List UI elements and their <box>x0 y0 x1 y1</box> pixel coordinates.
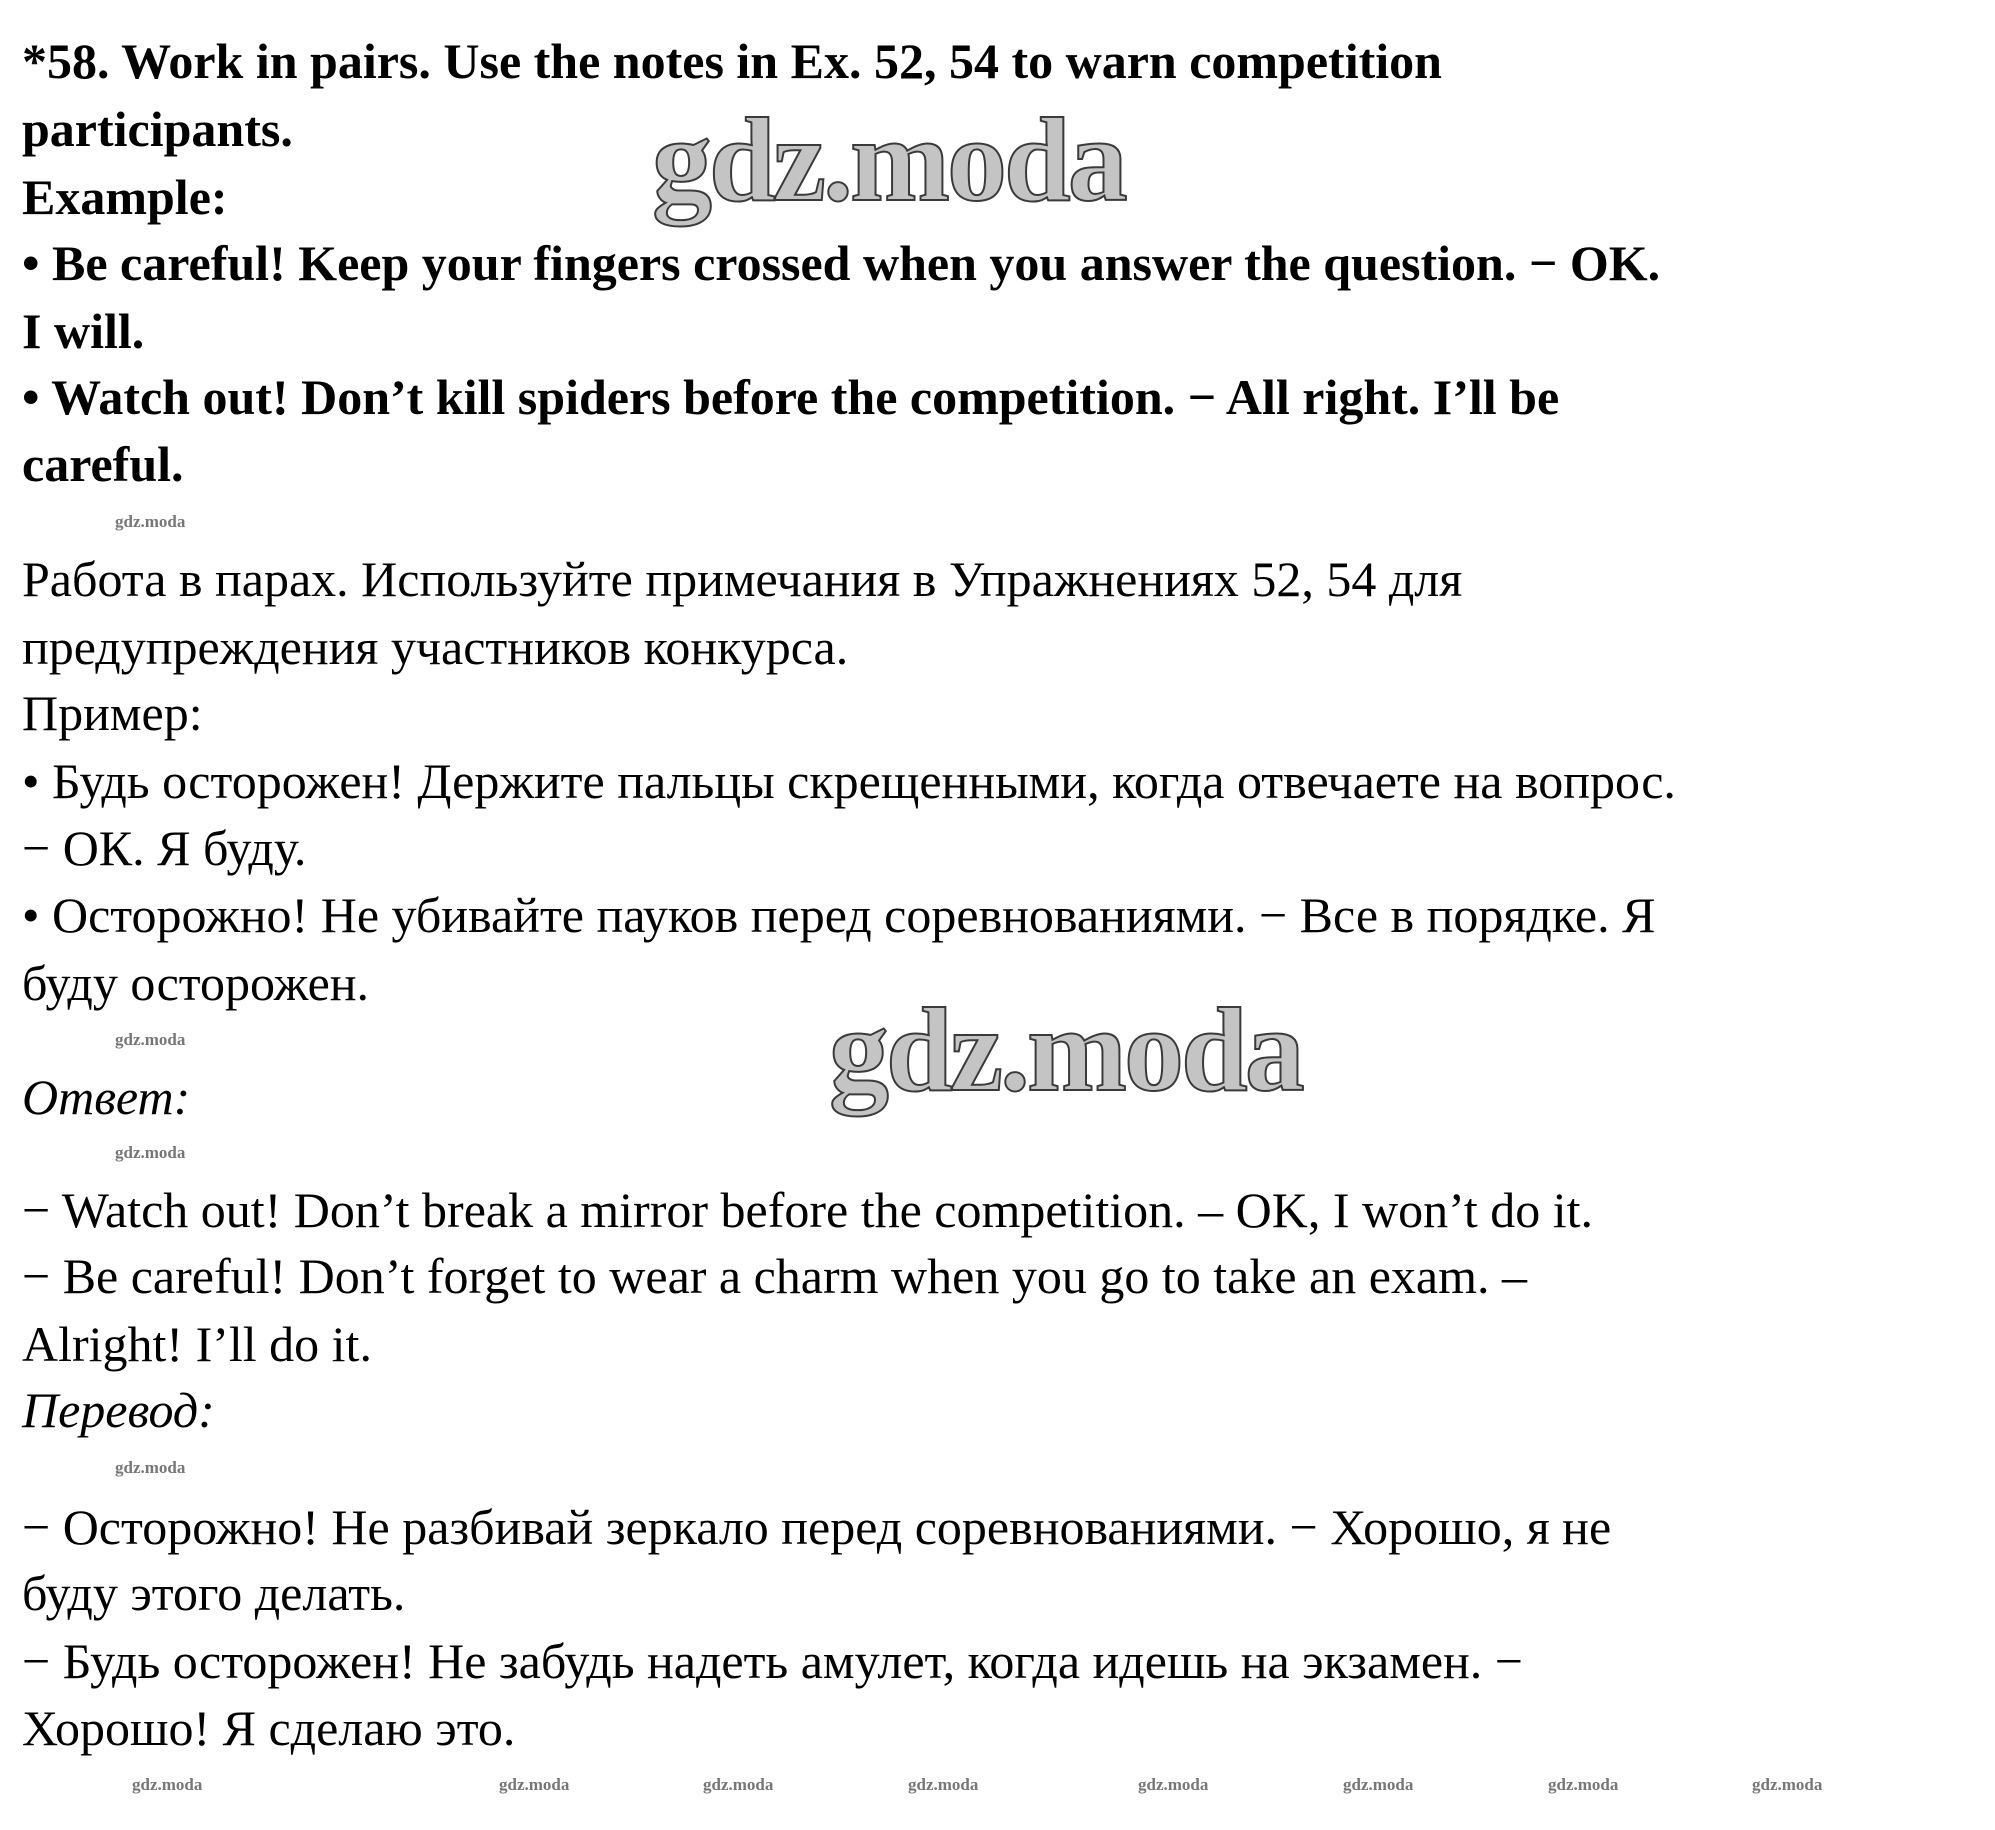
answer-line: − Watch out! Don’t break a mirror before the competition. – OK, I won’t do it. <box>22 1182 1594 1238</box>
watermark-small: gdz.moda <box>499 1775 570 1794</box>
watermark-small: gdz.moda <box>115 512 186 531</box>
task-line: *58. Work in pairs. Use the notes in Ex. 52, 54 to warn competition <box>22 33 1442 89</box>
watermark-large: gdz.moda <box>652 93 1125 226</box>
answer-heading: Ответ: <box>22 1069 191 1125</box>
watermark-small: gdz.moda <box>1752 1775 1823 1794</box>
watermark-small: gdz.moda <box>1548 1775 1619 1794</box>
translation-line: − ОК. Я буду. <box>22 820 307 876</box>
watermark-small: gdz.moda <box>115 1458 186 1477</box>
translation-line: предупреждения участников конкурса. <box>22 619 849 675</box>
watermark-small: gdz.moda <box>132 1775 203 1794</box>
translation-line: Работа в парах. Используйте примечания в Упражнениях 52, 54 для <box>22 551 1463 607</box>
watermark-large: gdz.moda <box>829 983 1302 1116</box>
watermark-small: gdz.moda <box>908 1775 979 1794</box>
translation-line: • Осторожно! Не убивайте пауков перед соревнованиями. − Все в порядке. Я <box>22 887 1656 943</box>
translation-line: Хорошо! Я сделаю это. <box>22 1700 516 1756</box>
translation-line: − Осторожно! Не разбивай зеркало перед соревнованиями. − Хорошо, я не <box>22 1499 1612 1555</box>
task-line: • Be careful! Keep your fingers crossed when you answer the question. − OK. <box>22 235 1661 291</box>
translation-heading: Перевод: <box>22 1382 215 1438</box>
translation-line: буду осторожен. <box>22 955 370 1011</box>
translation-line: Пример: <box>22 685 203 741</box>
task-line: participants. <box>22 101 293 157</box>
task-line: Example: <box>22 169 228 225</box>
answer-line: Alright! I’ll do it. <box>22 1316 372 1372</box>
task-line: • Watch out! Don’t kill spiders before the competition. − All right. I’ll be <box>22 369 1560 425</box>
translation-line: − Будь осторожен! Не забудь надеть амулет, когда идешь на экзамен. − <box>22 1633 1523 1689</box>
watermark-small: gdz.moda <box>703 1775 774 1794</box>
answer-line: − Be careful! Don’t forget to wear a charm when you go to take an exam. – <box>22 1248 1527 1304</box>
translation-line: буду этого делать. <box>22 1565 406 1621</box>
watermark-small: gdz.moda <box>115 1143 186 1162</box>
task-line: careful. <box>22 436 184 492</box>
watermark-small: gdz.moda <box>1138 1775 1209 1794</box>
translation-line: • Будь осторожен! Держите пальцы скрещенными, когда отвечаете на вопрос. <box>22 753 1676 809</box>
watermark-small: gdz.moda <box>1343 1775 1414 1794</box>
watermark-small: gdz.moda <box>115 1030 186 1049</box>
task-line: I will. <box>22 303 145 359</box>
